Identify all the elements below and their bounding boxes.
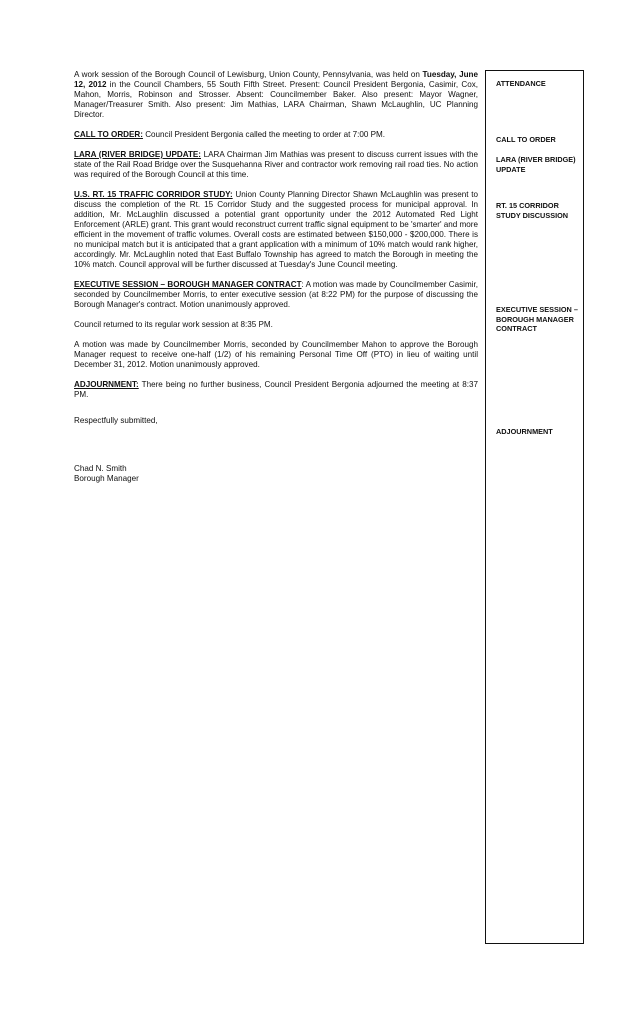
intro-paragraph	[74, 70, 478, 120]
margin-label-lara: LARA (RIVER BRIDGE) UPDATE	[496, 155, 576, 174]
pto-motion-paragraph: A motion was made by Councilmember Morris, seconded by Councilmember Mahon to approve the Borough Manager request to receive one-half (1/2) of his remaining Personal Time Off (PTO) in lieu of waiting until December 31, 2012. Motion unanimously approved.	[74, 340, 478, 369]
call-to-order-text: Council President Bergonia called the meeting to order at 7:00 PM.	[142, 130, 386, 139]
call-to-order-heading: CALL TO ORDER:	[74, 130, 143, 139]
signer-name: Chad N. Smith	[74, 464, 127, 473]
meeting-date: Tuesday, June 12, 2012	[74, 70, 478, 89]
margin-label-rt15: RT. 15 CORRIDOR STUDY DISCUSSION	[496, 201, 569, 220]
signer-title: Borough Manager	[74, 474, 139, 483]
margin-label-attendance: ATTENDANCE	[496, 79, 546, 88]
executive-session-paragraph	[74, 280, 478, 310]
call-to-order-paragraph	[74, 130, 478, 140]
closing: Respectfully submitted,	[74, 416, 158, 425]
minutes-body	[74, 70, 478, 484]
rt15-paragraph	[74, 190, 478, 270]
executive-session-text: : A motion was made by Councilmember Casimir, seconded by Councilmember Morris, to enter executive session (at 8:22 PM) for the purpose of discussing the Borough Manager's contract. Motion unanimously approved.	[74, 280, 478, 309]
margin-label-executive-session: EXECUTIVE SESSION – BOROUGH MANAGER CONTRACT	[496, 305, 578, 333]
rt15-heading: U.S. RT. 15 TRAFFIC CORRIDOR STUDY:	[74, 190, 233, 199]
lara-heading: LARA (RIVER BRIDGE) UPDATE:	[74, 150, 201, 159]
margin-label-call-to-order: CALL TO ORDER	[496, 135, 556, 144]
margin-label-adjournment: ADJOURNMENT	[496, 427, 553, 436]
margin-headings-column	[485, 70, 584, 944]
signature-block	[74, 464, 478, 484]
adjournment-text: There being no further business, Council President Bergonia adjourned the meeting at 8:37 PM.	[74, 380, 478, 399]
lara-paragraph	[74, 150, 478, 180]
adjournment-paragraph	[74, 380, 478, 400]
executive-session-heading: EXECUTIVE SESSION – BOROUGH MANAGER CONTRACT	[74, 280, 302, 289]
lara-text: LARA Chairman Jim Mathias was present to discuss current issues with the state of the Rail Road Bridge over the Susquehanna River and contractor work removing rail road ties. No action was required of the Borough Council at this time.	[74, 150, 478, 179]
returned-paragraph: Council returned to its regular work session at 8:35 PM.	[74, 320, 273, 329]
rt15-text: Union County Planning Director Shawn McLaughlin was present to discuss the completion of the Rt. 15 Corridor Study and the suggested process for municipal approval. In addition, Mr. McLaughlin discussed a potential grant opportunity under the 2012 Automated Red Light Enforcement (ARLE) grant. This grant would reconstruct current traffic signal equipment to be 'smarter' and more efficient in the movement of traffic volumes. Overall costs are estimated between $150,000 - $200,000. There is no municipal match but it is anticipated that a grant application with a minimum of 10% match would rank higher, accordingly. Mr. McLaughlin noted that East Buffalo Township has agreed to match the Borough in meeting the 10% match. Council approval will be further discussed at Tuesday's June Council meeting.	[74, 190, 478, 269]
adjournment-heading: ADJOURNMENT:	[74, 380, 139, 389]
intro-text-2: in the Council Chambers, 55 South Fifth Street. Present: Council President Bergonia, Casimir, Cox, Mahon, Morris, Robinson and Strosser. Absent: Councilmember Baker. Also present: Mayor Wagner, Manager/Treasurer Smith. Also present: Jim Mathias, LARA Chairman, Shawn McLaughlin, UC Planning Director.	[74, 80, 478, 119]
intro-text-1: A work session of the Borough Council of Lewisburg, Union County, Pennsylvania, was held on	[74, 70, 423, 79]
